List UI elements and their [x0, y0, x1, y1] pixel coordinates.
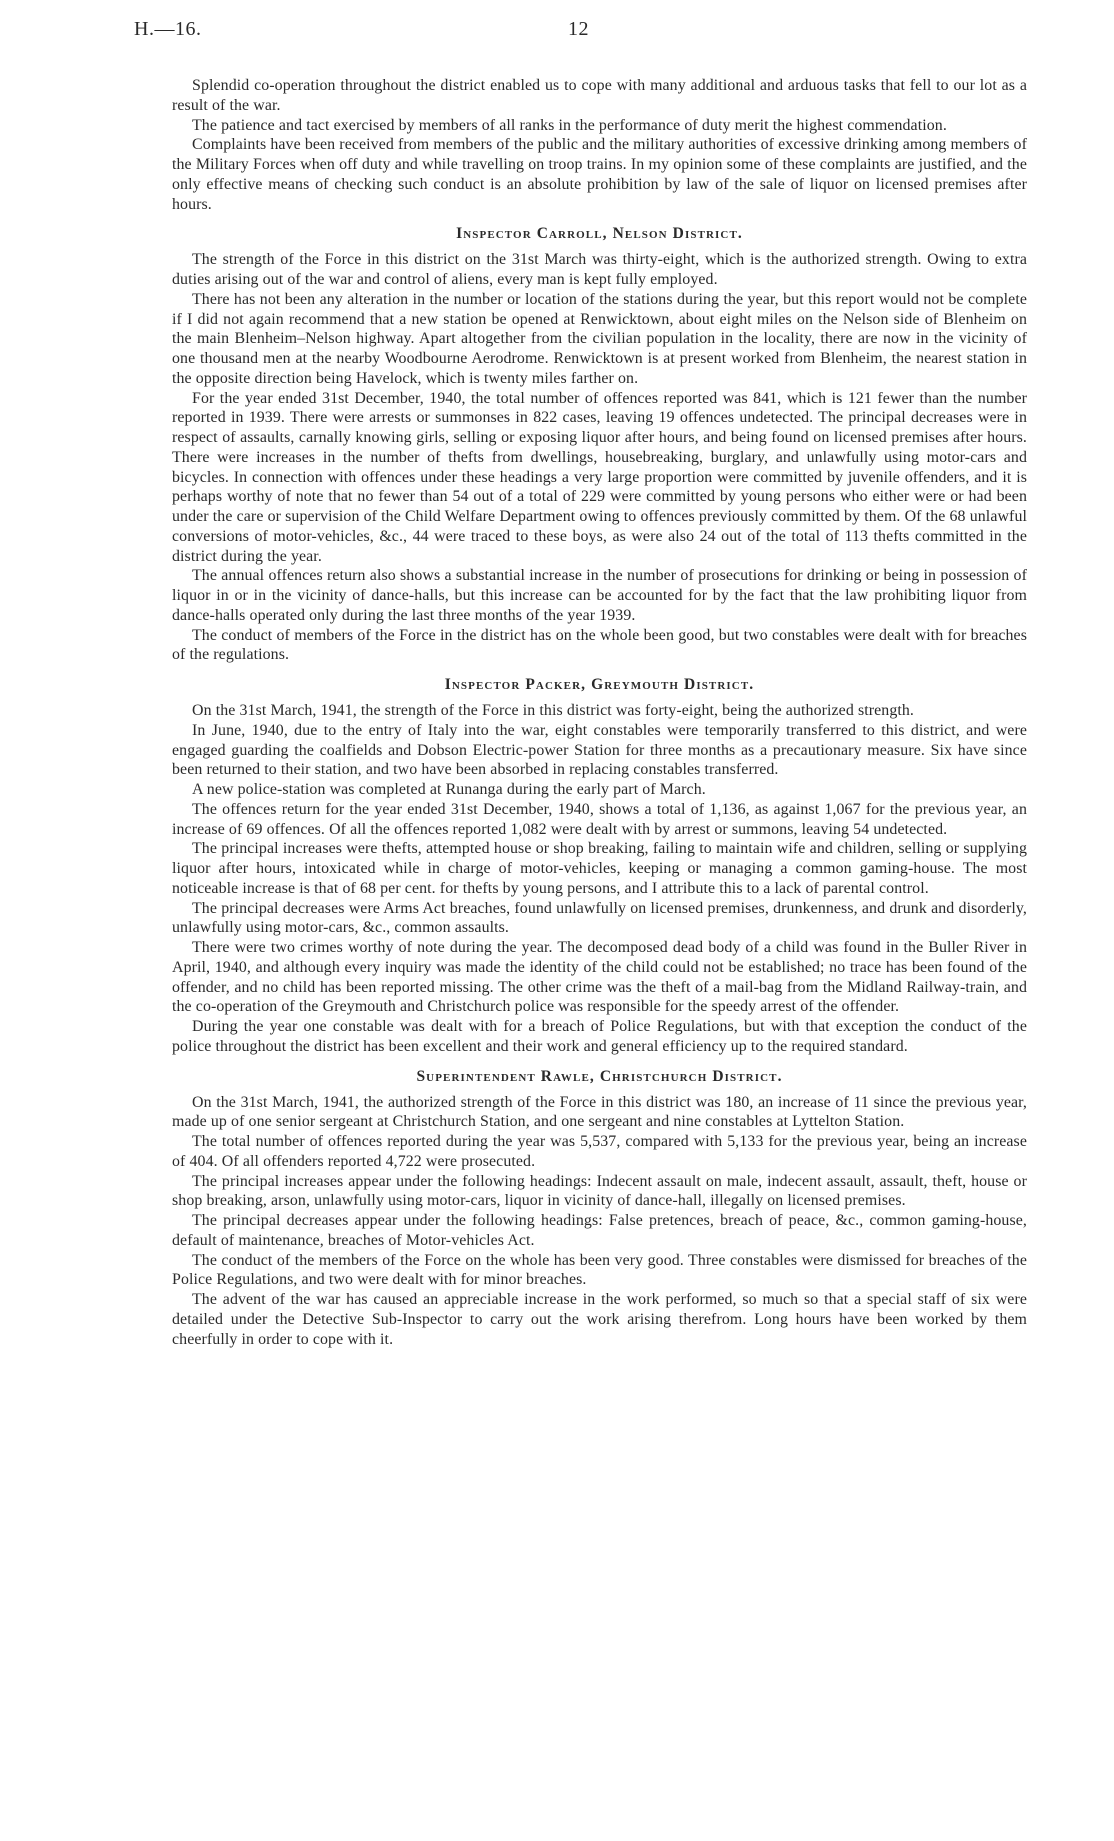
paragraph: Complaints have been received from members of the public and the military authorities of excessive drinking among members of the Military Forces when off duty and while travelling on troop trains. In my opinion some of these complaints are justified, and the only effective means of checking such conduct is an absolute prohibition by law of the sale of liquor on licensed premises after hours.	[172, 136, 1027, 213]
paragraph: Splendid co-operation throughout the district enabled us to cope with many additional and arduous tasks that fell to our lot as a result of the war.	[172, 77, 1027, 114]
section-nelson-district	[172, 224, 1027, 665]
section-greymouth-district	[172, 675, 1027, 1057]
section-christchurch-district	[172, 1067, 1027, 1350]
paragraph: The principal increases appear under the following headings: Indecent assault on male, indecent assault, assault, theft, house or shop breaking, arson, unlawfully using motor-cars, liquor in vicinity of dance-hall, illegally on licensed premises.	[172, 1172, 1027, 1210]
paragraph: For the year ended 31st December, 1940, the total number of offences reported was 841, which is 121 fewer than the number reported in 1939. There were arrests or summonses in 822 cases, leaving 19 offences undetected. The principal decreases were in respect of assaults, carnally knowing girls, selling or exposing liquor after hours, and being found on licensed premises after hours. There were increases in the number of thefts from dwellings, housebreaking, burglary, and unlawfully using motor-cars and bicycles. In connection with offences under these headings a very large proportion were committed by juvenile offenders, and it is perhaps worthy of note that no fewer than 54 out of a total of 229 were committed by young persons who either were or had been under the care or supervision of the Child Welfare Department owing to offences previously committed by them. Of the 68 unlawful conversions of motor-vehicles, &c., 44 were traced to these boys, as were also 24 out of the total of 113 thefts committed in the district during the year.	[172, 389, 1027, 565]
section-continuation	[172, 76, 1027, 214]
paragraph: The strength of the Force in this district on the 31st March was thirty-eight, which is the authorized strength. Owing to extra duties arising out of the war and control of aliens, every man is kept fully employed.	[172, 251, 1027, 288]
paragraph: The offences return for the year ended 31st December, 1940, shows a total of 1,136, as against 1,067 for the previous year, an increase of 69 offences. Of all the offences reported 1,082 were dealt with by arrest or summons, leaving 54 undetected.	[172, 800, 1027, 838]
paragraph: The principal decreases were Arms Act breaches, found unlawfully on licensed premises, drunkenness, and drunk and disorderly, unlawfully using motor-cars, &c., common assaults.	[172, 899, 1027, 937]
paragraph: The principal decreases appear under the following headings: False pretences, breach of peace, &c., common gaming-house, default of maintenance, breaches of Motor-vehicles Act.	[172, 1212, 1027, 1249]
paragraph: The conduct of the members of the Force on the whole has been very good. Three constables were dismissed for breaches of the Police Regulations, and two were dealt with for minor breaches.	[172, 1251, 1027, 1289]
paragraph: On the 31st March, 1941, the strength of the Force in this district was forty-eight, being the authorized strength.	[192, 702, 915, 719]
paragraph: The annual offences return also shows a substantial increase in the number of prosecutions for drinking or being in possession of liquor in or in the vicinity of dance-halls, but this increase can be accounted for by the fact that the law prohibiting liquor from dance-halls operated only during the last three months of the year 1939.	[172, 567, 1027, 624]
paragraph: A new police-station was completed at Runanga during the early part of March.	[192, 781, 706, 798]
section-heading: Superintendent Rawle, Christchurch District.	[416, 1067, 783, 1085]
paragraph: There were two crimes worthy of note during the year. The decomposed dead body of a child was found in the Buller River in April, 1940, and although every inquiry was made the identity of the child could not be established; no trace has been found of the offender, and no child has been reported missing. The other crime was the theft of a mail-bag from the Midland Railway-train, and the co-operation of the Greymouth and Christchurch police was responsible for the speedy arrest of the offender.	[172, 939, 1027, 1016]
paragraph: The principal increases were thefts, attempted house or shop breaking, failing to maintain wife and children, selling or supplying liquor after hours, intoxicated while in charge of motor-vehicles, keeping or managing a common gaming-house. The most noticeable increase is that of 68 per cent. for thefts by young persons, and I attribute this to a lack of parental control.	[172, 840, 1027, 897]
paragraph: On the 31st March, 1941, the authorized strength of the Force in this district was 180, an increase of 11 since the previous year, made up of one senior sergeant at Christchurch Station, and one sergeant and nine constables at Lyttelton Station.	[172, 1093, 1027, 1131]
document-reference: H.—16.	[134, 18, 202, 40]
page-number: 12	[568, 18, 589, 40]
paragraph: In June, 1940, due to the entry of Italy into the war, eight constables were temporarily transferred to this district, and were engaged guarding the coalfields and Dobson Electric-power Station for three months as a precautionary measure. Six have since been returned to their station, and two have been absorbed in replacing constables transferred.	[172, 721, 1027, 779]
paragraph: The patience and tact exercised by members of all ranks in the performance of duty merit the highest commendation.	[192, 116, 947, 134]
paragraph: During the year one constable was dealt with for a breach of Police Regulations, but with that exception the conduct of the police throughout the district has been excellent and their work and general efficiency up to the required standard.	[172, 1018, 1027, 1055]
page-header	[134, 18, 1024, 48]
paragraph: The advent of the war has caused an appreciable increase in the work performed, so much so that a special staff of six were detailed under the Detective Sub-Inspector to carry out the work arising therefrom. Long hours have been worked by them cheerfully in order to cope with it.	[172, 1291, 1027, 1348]
section-heading: Inspector Carroll, Nelson District.	[456, 225, 743, 243]
paragraph: The conduct of members of the Force in the district has on the whole been good, but two constables were dealt with for breaches of the regulations.	[172, 626, 1027, 664]
report-body	[172, 76, 1027, 1349]
paragraph: The total number of offences reported during the year was 5,537, compared with 5,133 for the previous year, being an increase of 404. Of all offenders reported 4,722 were prosecuted.	[172, 1133, 1027, 1170]
paragraph: There has not been any alteration in the number or location of the stations during the year, but this report would not be complete if I did not again recommend that a new station be opened at Renwicktown, about eight miles on the Nelson side of Blenheim on the main Blenheim–Nelson highway. Apart altogether from the civilian population in the locality, there are now in the vicinity of one thousand men at the nearby Woodbourne Aerodrome. Renwicktown is at present worked from Blenheim, the nearest station in the opposite direction being Havelock, which is twenty miles farther on.	[172, 290, 1027, 387]
section-heading: Inspector Packer, Greymouth District.	[444, 676, 755, 693]
